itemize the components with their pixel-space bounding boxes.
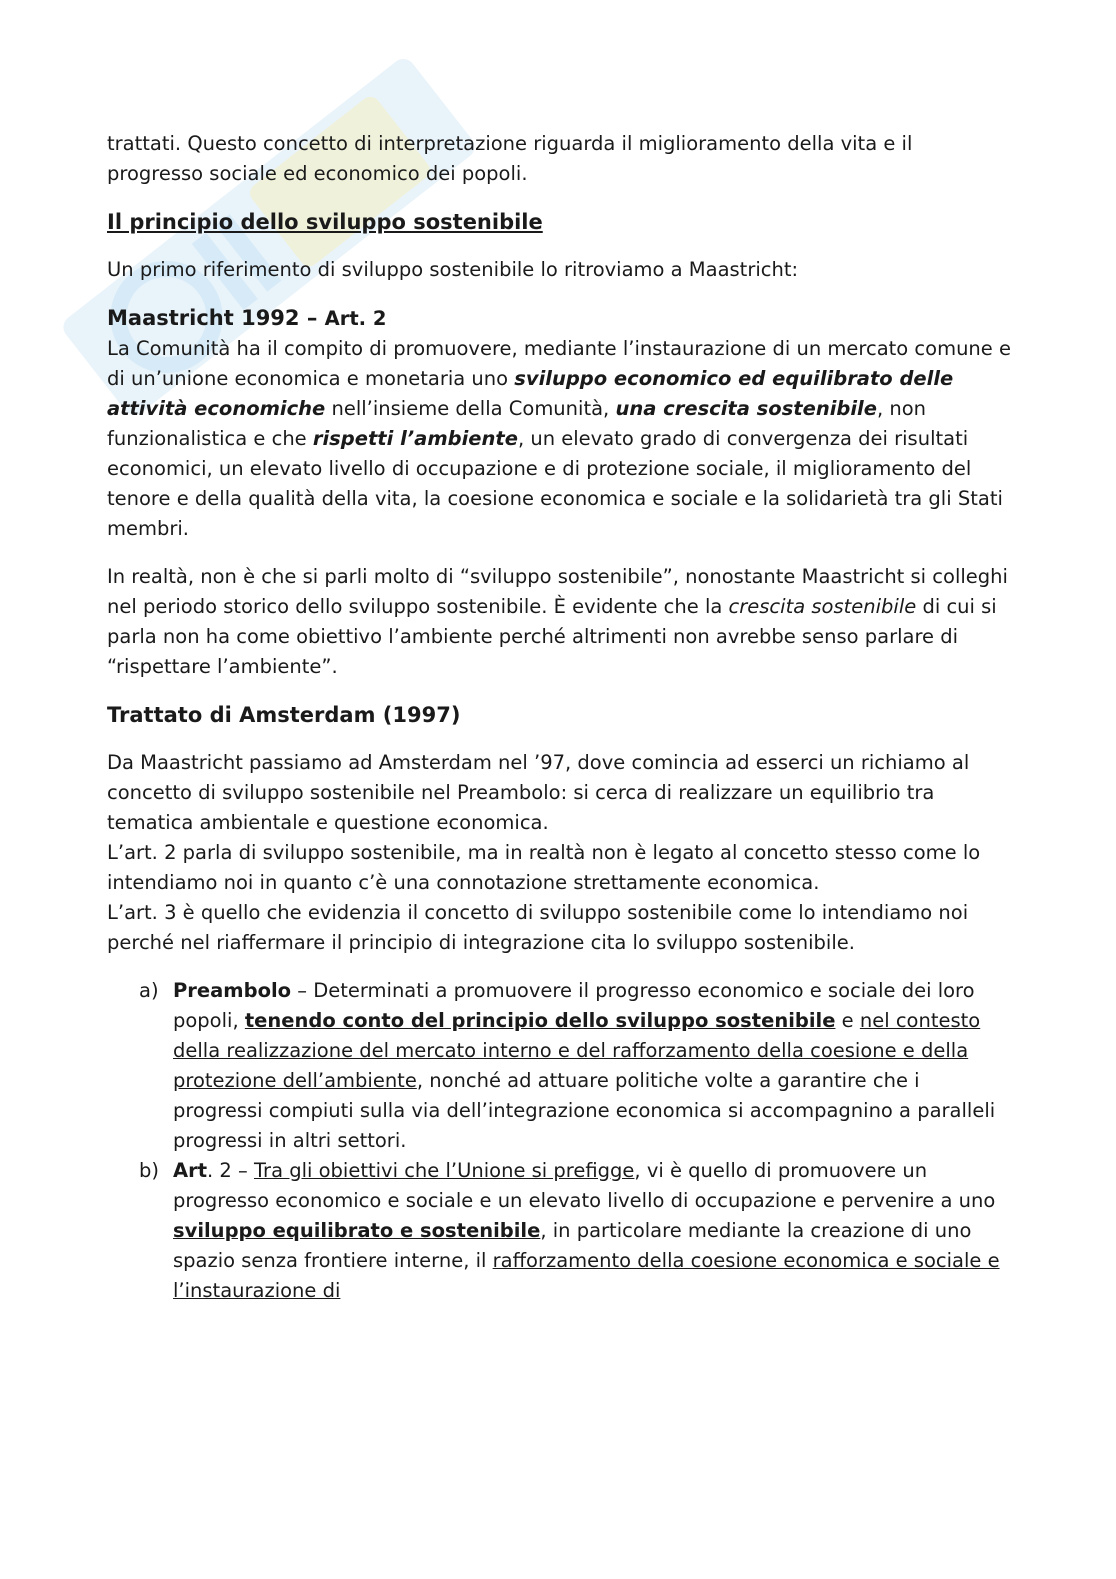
maastricht-quote: La Comunità ha il compito di promuovere, mediante l’instaurazione di un mercato comune e di un’unione economica e monetaria uno sviluppo economico ed equilibrato delle attività economiche nell’insieme della Comunità, una crescita sostenibile, non funzionalistica e che rispetti l’ambiente, un elevato grado di convergenza dei risultati economici, un elevato livello di occupazione e di protezione sociale, il miglioramento del tenore e della qualità della vita, la coesione economica e sociale e la solidarietà tra gli Stati membri.	[107, 337, 1011, 540]
document-body	[107, 129, 1012, 1306]
section-heading-sustainable-development: Il principio dello sviluppo sostenibile	[107, 210, 543, 234]
intro-paragraph: trattati. Questo concetto di interpretazione riguarda il miglioramento della vita e il progresso sociale ed economico dei popoli.	[107, 132, 913, 185]
lead-paragraph: Un primo riferimento di sviluppo sostenibile lo ritroviamo a Maastricht:	[107, 258, 799, 281]
amsterdam-paragraph-3: L’art. 3 è quello che evidenzia il concetto di sviluppo sostenibile come lo intendiamo noi perché nel riaffermare il principio di integrazione cita lo sviluppo sostenibile.	[107, 901, 969, 954]
amsterdam-list	[107, 976, 1012, 1306]
list-item-preambolo: a) Preambolo – Determinati a promuovere il progresso economico e sociale dei loro popoli, tenendo conto del principio dello sviluppo sostenibile e nel contesto della realizzazione del mercato interno e del rafforzamento della coesione e della protezione dell’ambiente, nonché ad attuare politiche volte a garantire che i progressi compiuti sulla via dell’integrazione economica si accompagnino a paralleli progressi in altri settori.	[107, 976, 1012, 1156]
list-marker: b)	[139, 1159, 159, 1182]
subheading-maastricht: Maastricht 1992 – Art. 2	[107, 306, 387, 330]
amsterdam-paragraph-2: L’art. 2 parla di sviluppo sostenibile, ma in realtà non è legato al concetto stesso come lo intendiamo noi in quanto c’è una connotazione strettamente economica.	[107, 841, 981, 894]
list-item-art2: b) Art. 2 – Tra gli obiettivi che l’Unione si prefigge, vi è quello di promuovere un progresso economico e sociale e un elevato livello di occupazione e pervenire a uno sviluppo equilibrato e sostenibile, in particolare mediante la creazione di uno spazio senza frontiere interne, il rafforzamento della coesione economica e sociale e l’instaurazione di	[107, 1156, 1012, 1306]
list-marker: a)	[139, 979, 159, 1002]
amsterdam-paragraph-1: Da Maastricht passiamo ad Amsterdam nel ’97, dove comincia ad esserci un richiamo al concetto di sviluppo sostenibile nel Preambolo: si cerca di realizzare un equilibrio tra tematica ambientale e questione economica.	[107, 751, 970, 834]
section-heading-amsterdam: Trattato di Amsterdam (1997)	[107, 703, 461, 727]
maastricht-comment: In realtà, non è che si parli molto di “sviluppo sostenibile”, nonostante Maastricht si colleghi nel periodo storico dello sviluppo sostenibile. È evidente che la crescita sostenibile di cui si parla non ha come obiettivo l’ambiente perché altrimenti non avrebbe senso parlare di “rispettare l’ambiente”.	[107, 565, 1008, 678]
